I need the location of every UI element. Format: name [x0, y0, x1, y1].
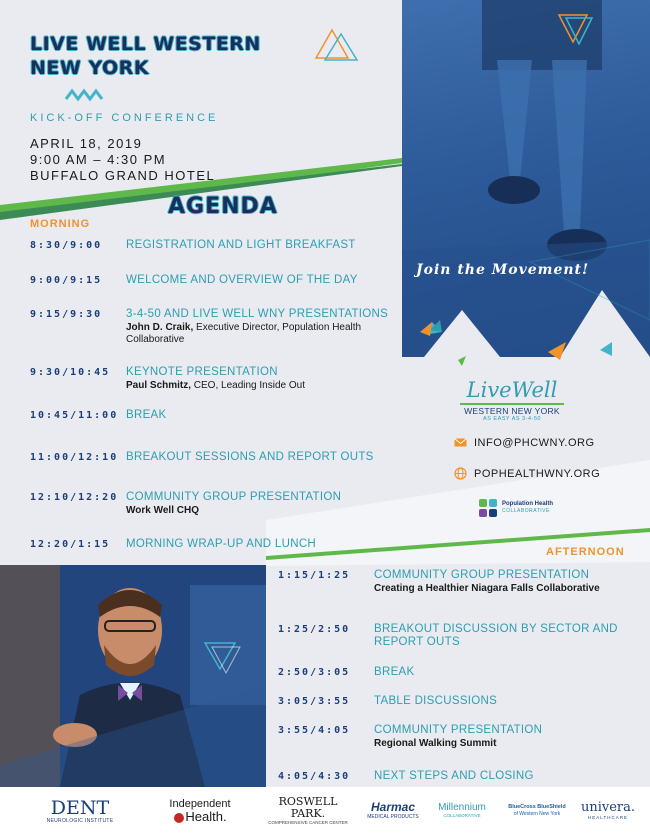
sponsor-sub: COLLABORATIVE [443, 813, 481, 818]
agenda-time: 2:50/3:05 [278, 667, 351, 678]
page-title: LIVE WELL WESTERN NEW YORK [30, 33, 261, 79]
agenda-item-speaker-line [374, 738, 614, 750]
agenda-item-title: COMMUNITY GROUP PRESENTATION [374, 569, 590, 581]
agenda-item-title: COMMUNITY PRESENTATION [374, 724, 543, 736]
agenda-item [126, 366, 396, 392]
agenda-time: 12:20/1:15 [30, 539, 111, 550]
agenda-time: 12:10/12:20 [30, 492, 119, 503]
agenda-item-title: BREAK [374, 666, 415, 678]
agenda-item-title: REGISTRATION AND LIGHT BREAKFAST [126, 239, 356, 251]
agenda-item [126, 274, 396, 287]
agenda-item [374, 695, 614, 708]
sponsor-sub: NEUROLOGIC INSTITUTE [46, 817, 114, 824]
logo-wordmark: LiveWell [466, 378, 558, 402]
sponsor-sub: COMPREHENSIVE CANCER CENTER [268, 819, 348, 825]
sponsor-sub: Health. [185, 808, 227, 824]
agenda-item [374, 666, 614, 679]
speaker-name: Regional Walking Summit [374, 738, 497, 749]
speaker-name: Work Well CHQ [126, 505, 199, 516]
sponsor-name: DENT [50, 796, 110, 819]
logo-tagline: AS EASY AS 3-4-50 [483, 416, 541, 422]
logo-region: WESTERN NEW YORK [460, 403, 564, 416]
phc-name-line2: COLLABORATIVE [502, 508, 550, 514]
agenda-time: 10:45/11:00 [30, 410, 119, 421]
agenda-time: 3:05/3:55 [278, 696, 351, 707]
agenda-item [374, 623, 624, 649]
speaker-detail: Executive Director, Population Health Collaborative [126, 322, 362, 345]
agenda-item-speaker-line [126, 322, 398, 346]
agenda-item-title: KEYNOTE PRESENTATION [126, 366, 278, 378]
agenda-time: 1:25/2:50 [278, 624, 351, 635]
agenda-time: 8:30/9:00 [30, 240, 103, 251]
agenda-time: 3:55/4:05 [278, 725, 351, 736]
agenda-item [126, 409, 396, 422]
email-row [454, 436, 595, 449]
globe-icon [454, 467, 467, 480]
agenda-item-title: MORNING WRAP-UP AND LUNCH [126, 538, 317, 550]
agenda-item [126, 239, 396, 252]
sponsor-sub-row [173, 810, 226, 824]
sponsor-name: Independent [169, 797, 231, 810]
agenda-item [126, 451, 396, 464]
conference-subtitle: KICK-OFF CONFERENCE [30, 112, 219, 124]
sponsor-logos [0, 787, 650, 834]
sponsor-name: ROSWELL PARK. [278, 794, 338, 820]
speaker-detail: CEO, Leading Inside Out [191, 380, 305, 391]
agenda-item [374, 569, 614, 595]
event-time: 9:00 AM – 4:30 PM [30, 152, 167, 167]
agenda-time: 1:15/1:25 [278, 570, 351, 581]
event-date: APRIL 18, 2019 [30, 136, 143, 151]
apple-icon [173, 811, 185, 823]
morning-label: MORNING [30, 218, 91, 230]
speaker-name: John D. Craik, [126, 322, 194, 333]
website-url[interactable]: POPHEALTHWNY.ORG [474, 467, 601, 480]
sponsor-name: Millennium [438, 802, 486, 813]
agenda-item [126, 308, 398, 346]
agenda-time: 4:05/4:30 [278, 771, 351, 782]
envelope-icon [454, 436, 467, 449]
sponsor-roswell-park [266, 787, 350, 834]
agenda-item [374, 724, 614, 750]
sponsor-name: Harmac [370, 800, 416, 814]
sponsor-bcbs [500, 787, 574, 834]
afternoon-label: AFTERNOON [546, 546, 625, 558]
agenda-time: 9:30/10:45 [30, 367, 111, 378]
agenda-time: 9:15/9:30 [30, 309, 103, 320]
sponsor-sub: of Western New York [513, 811, 561, 817]
agenda-item-speaker-line [374, 583, 614, 595]
agenda-time: 11:00/12:10 [30, 452, 119, 463]
agenda-item [126, 538, 396, 551]
agenda-item-title: NEXT STEPS AND CLOSING [374, 770, 534, 782]
event-venue: BUFFALO GRAND HOTEL [30, 168, 216, 183]
sponsor-dent [40, 787, 120, 834]
agenda-item-title: WELCOME AND OVERVIEW OF THE DAY [126, 274, 358, 286]
agenda-item [374, 770, 614, 783]
sponsor-millennium [432, 787, 492, 834]
agenda-item-title: BREAK [126, 409, 167, 421]
sponsor-sub: MEDICAL PRODUCTS [367, 814, 419, 820]
email-address[interactable]: INFO@PHCWNY.ORG [474, 436, 595, 449]
sponsor-harmac [358, 787, 428, 834]
agenda-item-title: 3-4-50 AND LIVE WELL WNY PRESENTATIONS [126, 308, 389, 320]
agenda-time: 9:00/9:15 [30, 275, 103, 286]
phc-name-line1: Population Health [502, 501, 553, 507]
photo-caption: Join the Movement! [416, 262, 590, 278]
agenda-item-title: TABLE DISCUSSIONS [374, 695, 498, 707]
speaker-name: Creating a Healthier Niagara Falls Collaborative [374, 583, 600, 594]
phc-logo [478, 498, 553, 518]
agenda-item-title: BREAKOUT DISCUSSION BY SECTOR AND REPORT OUTS [374, 623, 618, 648]
website-row [454, 467, 600, 480]
agenda-item-speaker-line [126, 380, 396, 392]
sponsor-name: BlueCross BlueShield [508, 804, 566, 810]
livewell-logo [452, 378, 572, 422]
speaker-name: Paul Schmitz, [126, 380, 192, 391]
sponsor-univera [578, 787, 638, 834]
agenda-item-speaker-line [126, 505, 396, 517]
agenda-title: AGENDA [168, 194, 278, 219]
sponsor-sub: HEALTHCARE [588, 814, 628, 820]
phc-mark-icon [478, 498, 498, 518]
sponsor-name: univera. [580, 799, 636, 815]
phc-name [502, 501, 553, 515]
agenda-item-title: BREAKOUT SESSIONS AND REPORT OUTS [126, 451, 374, 463]
sponsor-independent-health [160, 787, 240, 834]
agenda-item [126, 491, 396, 517]
agenda-item-title: COMMUNITY GROUP PRESENTATION [126, 491, 342, 503]
